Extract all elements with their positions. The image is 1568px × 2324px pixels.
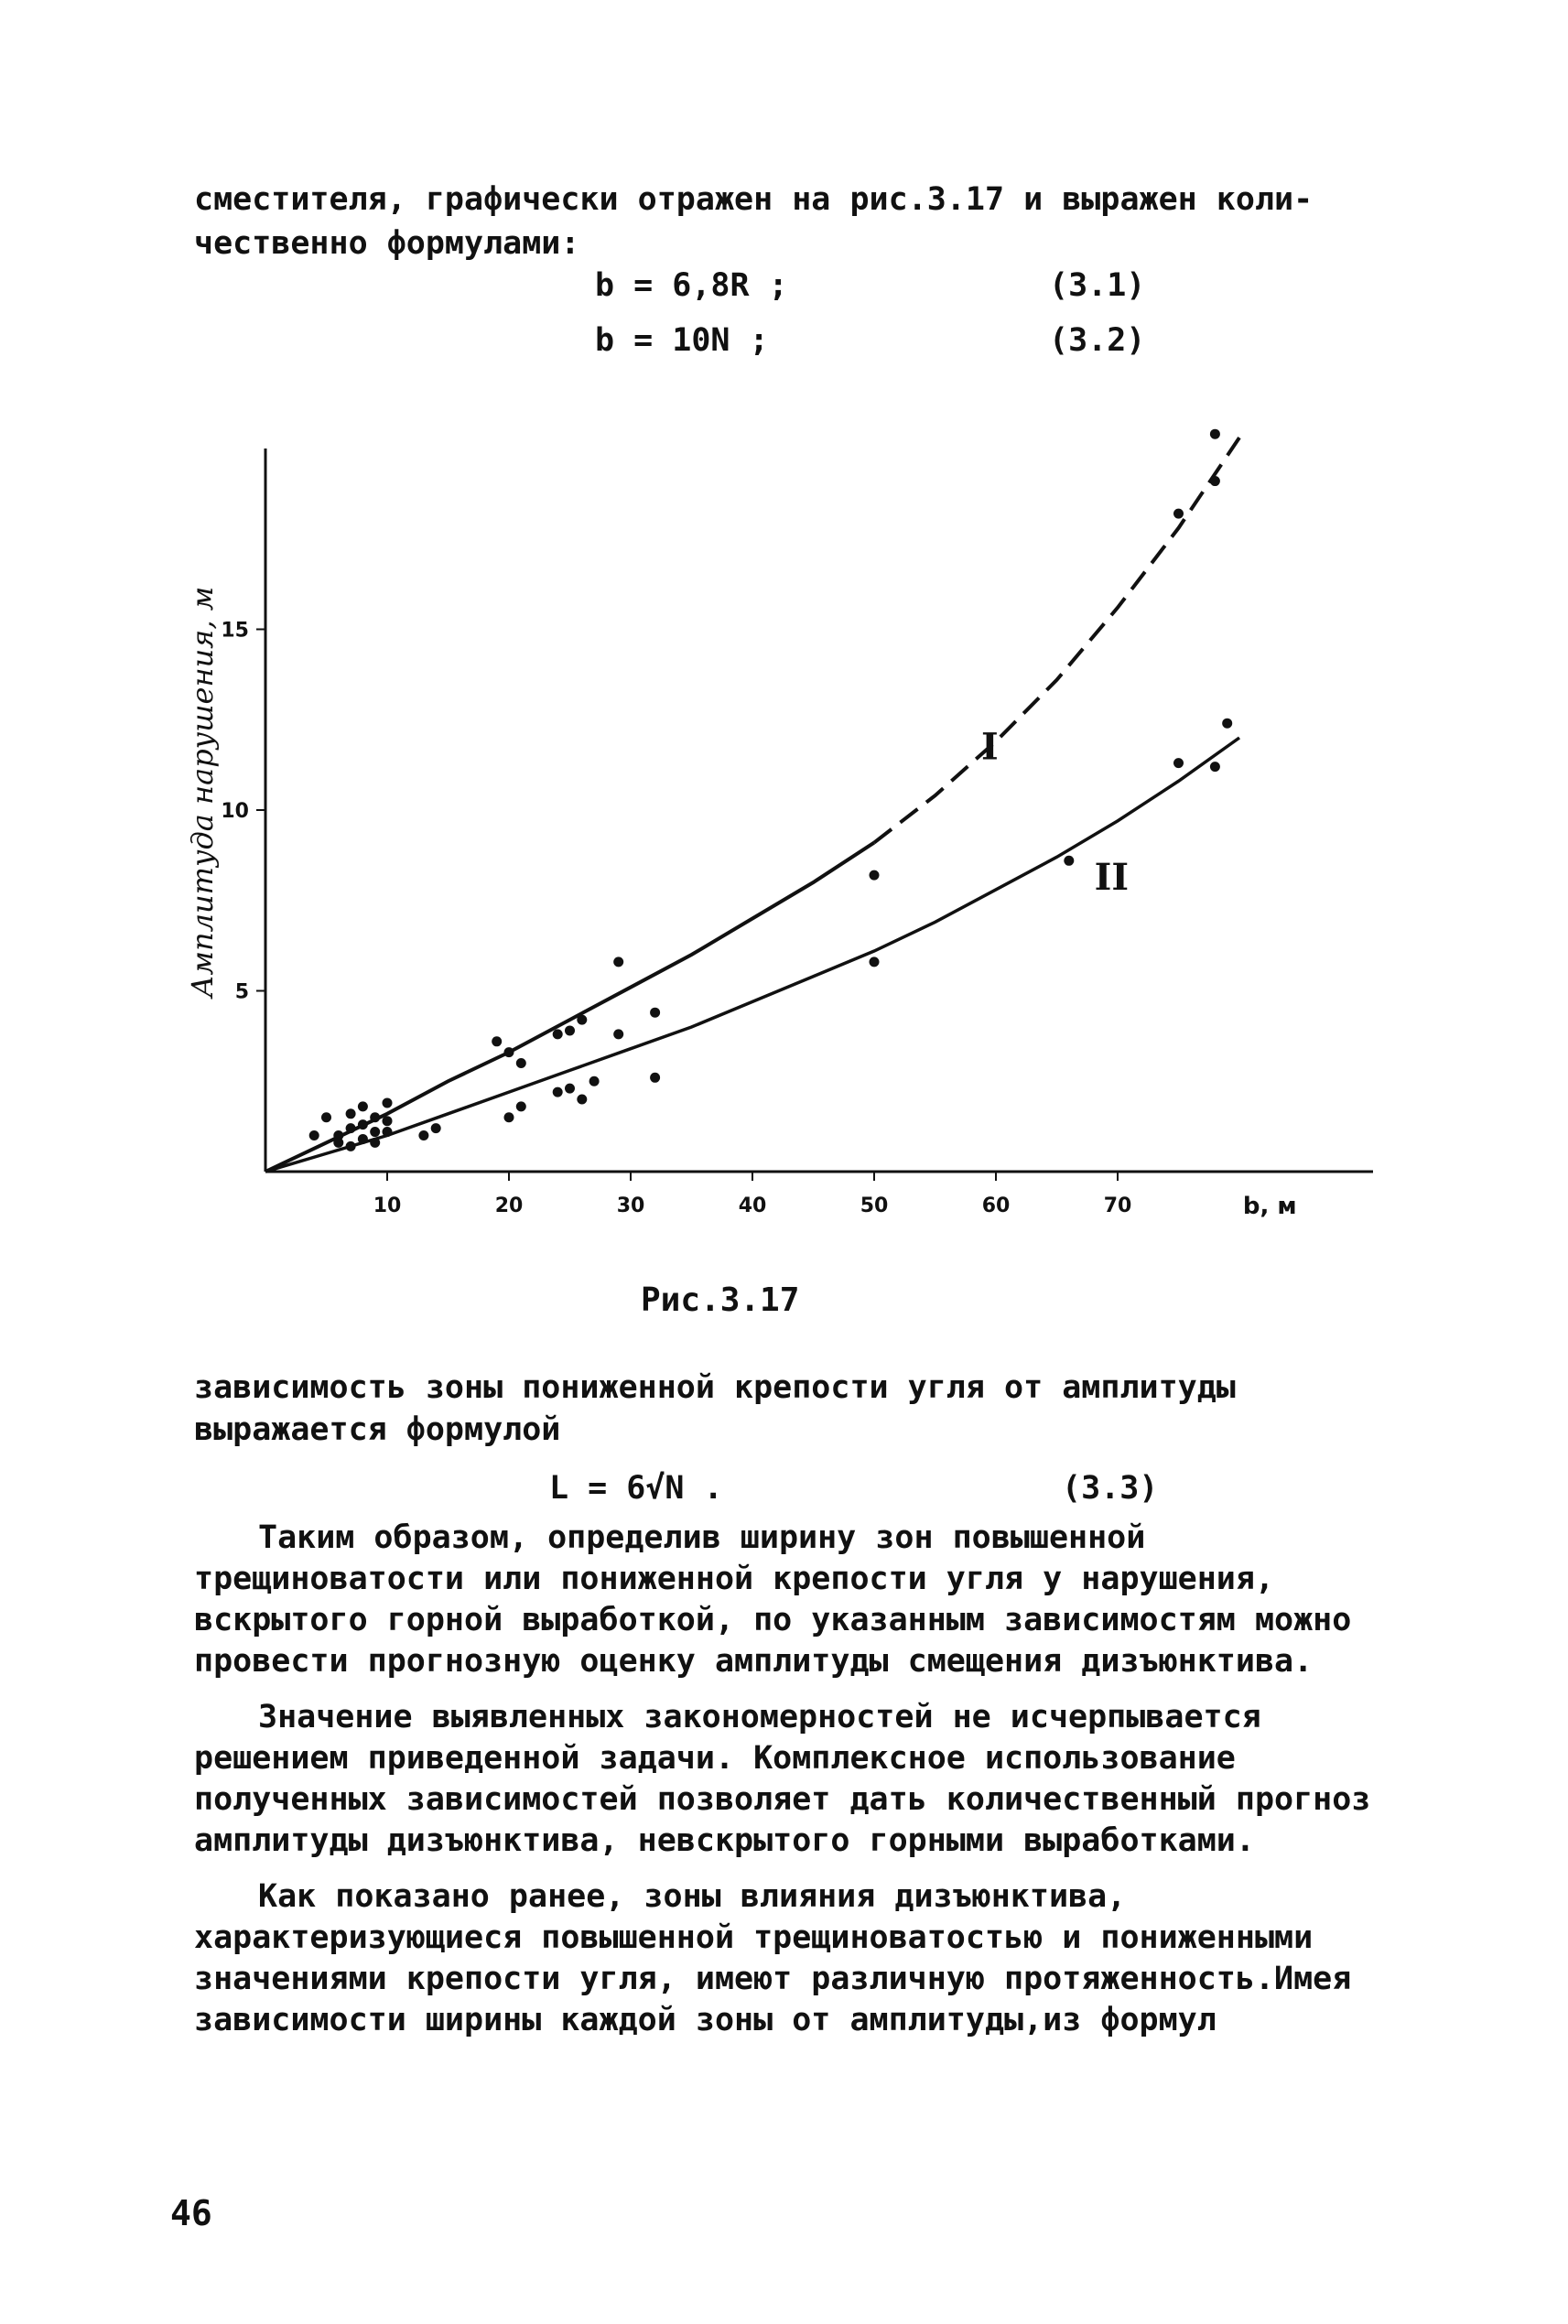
body-text (194, 1518, 1402, 2056)
x-tick-label: 20 (494, 1194, 524, 1217)
curve-label-II: II (1094, 855, 1130, 899)
formula-3-3: L = 6√N . (549, 1470, 723, 1507)
series-I-point (565, 1025, 575, 1035)
series-I-point (1210, 429, 1220, 439)
paragraph-3: Как показано ранее, зоны влияния дизъюнктива, характеризующиеся повышенной трещиноватостью и пониженными значениями крепости угля, имеют различную протяженность.Имея зависимости ширины каждой зоны от амплитуды,из формул (194, 1878, 1352, 2038)
series-I-point (1173, 509, 1184, 519)
series-I-point (613, 957, 623, 967)
series-I-point (553, 1029, 563, 1039)
x-tick-label: 50 (860, 1194, 889, 1217)
series-II-point (333, 1138, 343, 1148)
series-II-point (1222, 719, 1232, 729)
x-tick-label: 30 (616, 1194, 645, 1217)
series-I-point (370, 1127, 380, 1137)
series-I-solid-line (265, 843, 874, 1172)
series-I-point (358, 1101, 368, 1111)
series-II-point (358, 1134, 368, 1144)
series-II-point (504, 1112, 514, 1122)
formula-3-1: b = 6,8R ; (595, 267, 788, 304)
x-tick-label: 40 (738, 1194, 767, 1217)
series-II-point (650, 1073, 660, 1083)
series-I-point (516, 1058, 526, 1068)
para1-line-1: зависимость зоны пониженной крепости угля от амплитуды (194, 1369, 1236, 1406)
series-I-point (577, 1015, 587, 1025)
x-tick-label: 60 (981, 1194, 1011, 1217)
formula-3-2-number: (3.2) (1049, 322, 1146, 359)
intro-line-1: сместителя, графически отражен на рис.3.17 и выражен коли- (194, 181, 1314, 218)
formula-3-1-number: (3.1) (1049, 267, 1146, 304)
series-II-point (553, 1087, 563, 1097)
series-II-point (1210, 762, 1220, 772)
series-I-point (504, 1047, 514, 1057)
page-number: 46 (170, 2193, 212, 2233)
series-I-point (370, 1112, 380, 1122)
series-II-point (1173, 758, 1184, 768)
y-tick-label: 5 (234, 980, 249, 1004)
series-II-point (870, 957, 880, 967)
series-II-point (418, 1130, 428, 1140)
series-I-point (346, 1108, 356, 1119)
formula-3-3-number: (3.3) (1062, 1470, 1159, 1507)
paragraph-1: Таким образом, определив ширину зон повышенной трещиноватости или пониженной крепости угля у нарушения, вскрытого горной выработкой, по указанным зависимостям можно провести прогнозную оценку амплитуды смещения дизъюнктива. (194, 1519, 1352, 1680)
series-I-point (358, 1119, 368, 1130)
series-I-dashed-line (874, 438, 1239, 842)
series-II-point (1064, 856, 1074, 866)
series-I-point (383, 1116, 393, 1126)
y-tick-label: 10 (221, 800, 249, 823)
para1-line-2: выражается формулой (194, 1411, 561, 1448)
amplitude-chart (165, 421, 1410, 1245)
y-axis-label: Амплитуда нарушения, м (185, 586, 220, 998)
series-I-point (383, 1097, 393, 1108)
series-II-point (370, 1138, 380, 1148)
figure-caption: Рис.3.17 (641, 1281, 800, 1319)
series-II-point (516, 1101, 526, 1111)
y-tick-label: 15 (221, 619, 249, 643)
series-II-point (383, 1127, 393, 1137)
paragraph-2: Значение выявленных закономерностей не исчерпывается решением приведенной задачи. Комплексное использование полученных зависимостей позволяет дать количественный прогноз амплитуды дизъюнктива, невскрытого горными выработками. (194, 1699, 1371, 1859)
series-I-point (1210, 476, 1220, 486)
curve-label-I: I (980, 725, 999, 769)
series-I-point (346, 1123, 356, 1133)
series-II-point (346, 1141, 356, 1151)
series-II-point (565, 1084, 575, 1094)
intro-line-2: чественно формулами: (194, 225, 580, 262)
x-tick-label: 70 (1103, 1194, 1132, 1217)
formula-3-2: b = 10N ; (595, 322, 769, 359)
series-II-line (265, 738, 1239, 1172)
x-axis-label: b, м (1242, 1193, 1297, 1220)
series-II-point (589, 1076, 600, 1086)
series-I-point (321, 1112, 331, 1122)
series-II-point (431, 1123, 441, 1133)
series-I-point (613, 1029, 623, 1039)
series-I-point (309, 1130, 319, 1140)
x-tick-label: 10 (373, 1194, 402, 1217)
series-II-point (577, 1095, 587, 1105)
series-I-point (650, 1008, 660, 1018)
series-I-point (870, 870, 880, 881)
series-I-point (492, 1036, 502, 1046)
